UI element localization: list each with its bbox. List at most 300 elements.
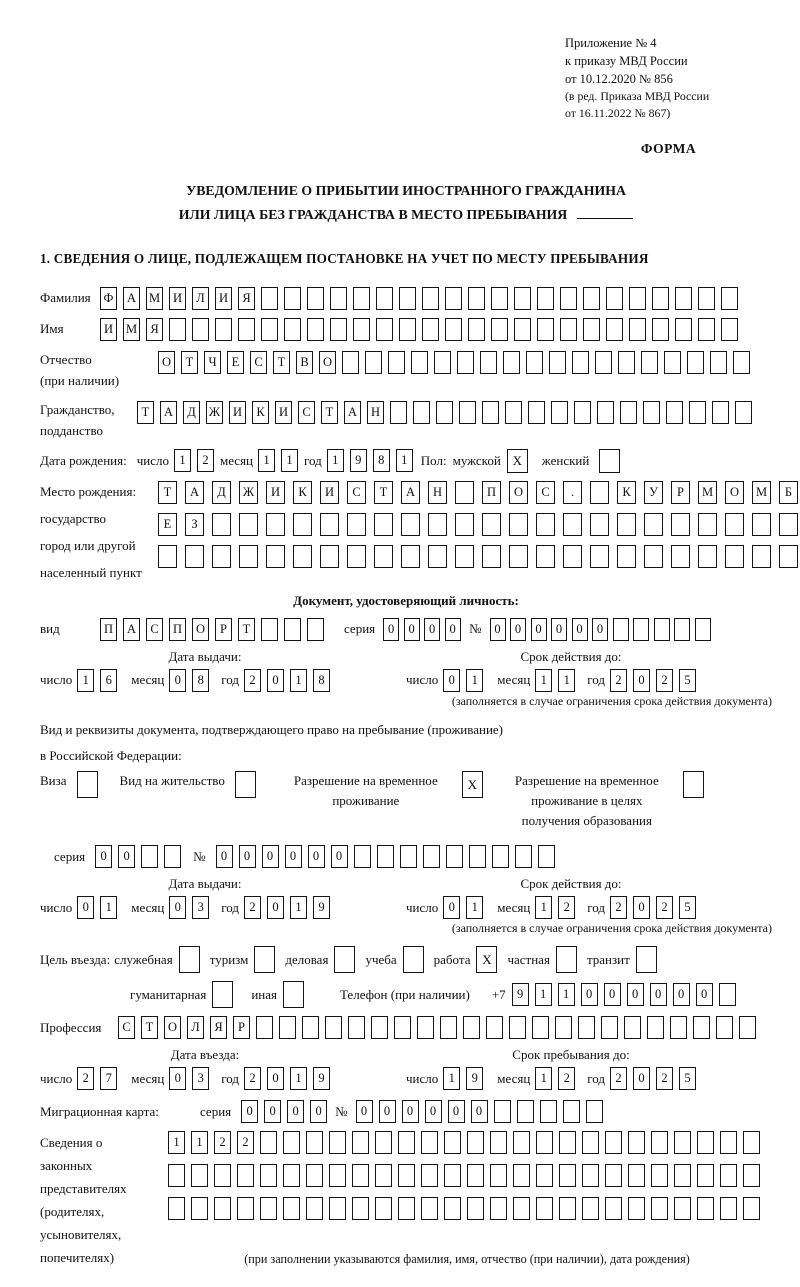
char-cell[interactable]	[467, 1131, 484, 1154]
char-cell[interactable]: 0	[448, 1100, 465, 1123]
char-cell[interactable]	[515, 845, 532, 868]
char-cell[interactable]: Я	[146, 318, 163, 341]
char-cell[interactable]: 0	[264, 1100, 281, 1123]
char-cell[interactable]: Т	[321, 401, 338, 424]
char-cell[interactable]	[647, 1016, 664, 1039]
char-cell[interactable]: 8	[313, 669, 330, 692]
char-cell[interactable]	[716, 1016, 733, 1039]
char-cell[interactable]: Т	[141, 1016, 158, 1039]
char-cell[interactable]	[628, 1164, 645, 1187]
char-cell[interactable]: А	[123, 287, 140, 310]
char-cell[interactable]	[536, 1164, 553, 1187]
visa-checkbox[interactable]	[77, 771, 98, 798]
char-cell[interactable]: И	[100, 318, 117, 341]
char-cell[interactable]	[605, 1197, 622, 1220]
char-cell[interactable]	[261, 318, 278, 341]
char-cell[interactable]: 9	[512, 983, 529, 1006]
char-cell[interactable]	[455, 545, 474, 568]
char-cell[interactable]	[743, 1131, 760, 1154]
char-cell[interactable]	[620, 401, 637, 424]
char-cell[interactable]	[675, 318, 692, 341]
char-cell[interactable]	[559, 1164, 576, 1187]
char-cell[interactable]: 5	[679, 896, 696, 919]
char-cell[interactable]	[618, 351, 635, 374]
char-cell[interactable]	[376, 287, 393, 310]
char-cell[interactable]	[399, 287, 416, 310]
char-cell[interactable]	[654, 618, 670, 641]
char-cell[interactable]: О	[725, 481, 744, 504]
char-cell[interactable]: Б	[779, 481, 798, 504]
purpose-humanitarian-checkbox[interactable]	[212, 981, 233, 1008]
char-cell[interactable]	[436, 401, 453, 424]
char-cell[interactable]	[353, 318, 370, 341]
purpose-business-checkbox[interactable]	[334, 946, 355, 973]
char-cell[interactable]: 2	[197, 449, 214, 472]
char-cell[interactable]	[563, 545, 582, 568]
char-cell[interactable]	[445, 287, 462, 310]
char-cell[interactable]	[629, 318, 646, 341]
char-cell[interactable]: 0	[267, 1067, 284, 1090]
gender-female-checkbox[interactable]	[599, 449, 620, 473]
char-cell[interactable]	[652, 287, 669, 310]
char-cell[interactable]: 2	[656, 896, 673, 919]
char-cell[interactable]	[563, 513, 582, 536]
char-cell[interactable]	[517, 1100, 534, 1123]
char-cell[interactable]	[468, 318, 485, 341]
char-cell[interactable]	[670, 1016, 687, 1039]
char-cell[interactable]: И	[320, 481, 339, 504]
char-cell[interactable]: Ж	[239, 481, 258, 504]
char-cell[interactable]	[629, 287, 646, 310]
char-cell[interactable]: 2	[244, 1067, 261, 1090]
char-cell[interactable]	[399, 318, 416, 341]
char-cell[interactable]	[445, 318, 462, 341]
char-cell[interactable]: 1	[281, 449, 298, 472]
char-cell[interactable]	[347, 545, 366, 568]
gender-male-checkbox[interactable]: X	[507, 449, 528, 473]
char-cell[interactable]	[401, 513, 420, 536]
char-cell[interactable]: У	[644, 481, 663, 504]
char-cell[interactable]	[698, 545, 717, 568]
char-cell[interactable]	[455, 513, 474, 536]
char-cell[interactable]	[212, 545, 231, 568]
char-cell[interactable]	[266, 513, 285, 536]
char-cell[interactable]: .	[563, 481, 582, 504]
char-cell[interactable]	[720, 1197, 737, 1220]
char-cell[interactable]	[376, 318, 393, 341]
char-cell[interactable]	[330, 287, 347, 310]
char-cell[interactable]	[675, 287, 692, 310]
char-cell[interactable]	[503, 351, 520, 374]
char-cell[interactable]: 5	[679, 1067, 696, 1090]
char-cell[interactable]: И	[229, 401, 246, 424]
char-cell[interactable]: 1	[77, 669, 94, 692]
char-cell[interactable]	[421, 1197, 438, 1220]
char-cell[interactable]	[164, 845, 181, 868]
char-cell[interactable]: 1	[558, 983, 575, 1006]
char-cell[interactable]	[513, 1131, 530, 1154]
char-cell[interactable]	[457, 351, 474, 374]
char-cell[interactable]: 3	[192, 896, 209, 919]
char-cell[interactable]: 0	[490, 618, 506, 641]
char-cell[interactable]	[641, 351, 658, 374]
char-cell[interactable]: 0	[287, 1100, 304, 1123]
char-cell[interactable]: Т	[181, 351, 198, 374]
char-cell[interactable]: П	[100, 618, 117, 641]
char-cell[interactable]: Л	[192, 287, 209, 310]
char-cell[interactable]	[666, 401, 683, 424]
char-cell[interactable]: 1	[174, 449, 191, 472]
char-cell[interactable]: 1	[290, 669, 307, 692]
char-cell[interactable]	[651, 1197, 668, 1220]
char-cell[interactable]	[320, 513, 339, 536]
char-cell[interactable]	[494, 1100, 511, 1123]
char-cell[interactable]	[329, 1164, 346, 1187]
char-cell[interactable]: 3	[192, 1067, 209, 1090]
char-cell[interactable]: 0	[169, 669, 186, 692]
char-cell[interactable]: И	[169, 287, 186, 310]
char-cell[interactable]: Ч	[204, 351, 221, 374]
char-cell[interactable]	[617, 513, 636, 536]
char-cell[interactable]	[413, 401, 430, 424]
char-cell[interactable]	[342, 351, 359, 374]
char-cell[interactable]	[721, 287, 738, 310]
char-cell[interactable]	[463, 1016, 480, 1039]
char-cell[interactable]	[293, 545, 312, 568]
char-cell[interactable]	[710, 351, 727, 374]
char-cell[interactable]	[582, 1164, 599, 1187]
char-cell[interactable]	[528, 401, 545, 424]
char-cell[interactable]: 1	[535, 896, 552, 919]
char-cell[interactable]	[574, 401, 591, 424]
temp-residence-checkbox[interactable]: X	[462, 771, 483, 798]
char-cell[interactable]: В	[296, 351, 313, 374]
char-cell[interactable]	[398, 1164, 415, 1187]
char-cell[interactable]: Е	[227, 351, 244, 374]
char-cell[interactable]: И	[266, 481, 285, 504]
char-cell[interactable]	[306, 1164, 323, 1187]
purpose-study-checkbox[interactable]	[403, 946, 424, 973]
purpose-private-checkbox[interactable]	[556, 946, 577, 973]
char-cell[interactable]	[509, 545, 528, 568]
char-cell[interactable]	[560, 287, 577, 310]
char-cell[interactable]: Т	[238, 618, 255, 641]
char-cell[interactable]	[411, 351, 428, 374]
purpose-work-checkbox[interactable]: X	[476, 946, 497, 973]
char-cell[interactable]	[417, 1016, 434, 1039]
char-cell[interactable]: Я	[238, 287, 255, 310]
char-cell[interactable]: 1	[258, 449, 275, 472]
char-cell[interactable]	[320, 545, 339, 568]
char-cell[interactable]	[687, 351, 704, 374]
char-cell[interactable]	[595, 351, 612, 374]
char-cell[interactable]	[352, 1131, 369, 1154]
char-cell[interactable]: 0	[169, 896, 186, 919]
char-cell[interactable]	[365, 351, 382, 374]
char-cell[interactable]	[459, 401, 476, 424]
char-cell[interactable]	[537, 318, 554, 341]
char-cell[interactable]	[752, 545, 771, 568]
char-cell[interactable]	[697, 1197, 714, 1220]
char-cell[interactable]	[398, 1197, 415, 1220]
char-cell[interactable]	[628, 1131, 645, 1154]
char-cell[interactable]	[490, 1131, 507, 1154]
char-cell[interactable]	[375, 1131, 392, 1154]
char-cell[interactable]: Я	[210, 1016, 227, 1039]
char-cell[interactable]	[428, 545, 447, 568]
char-cell[interactable]: 9	[313, 896, 330, 919]
char-cell[interactable]: П	[482, 481, 501, 504]
char-cell[interactable]	[719, 983, 736, 1006]
char-cell[interactable]	[651, 1164, 668, 1187]
char-cell[interactable]	[582, 1197, 599, 1220]
char-cell[interactable]	[374, 513, 393, 536]
char-cell[interactable]	[712, 401, 729, 424]
char-cell[interactable]	[394, 1016, 411, 1039]
char-cell[interactable]	[388, 351, 405, 374]
char-cell[interactable]	[192, 318, 209, 341]
char-cell[interactable]: А	[123, 618, 140, 641]
char-cell[interactable]: 0	[239, 845, 256, 868]
char-cell[interactable]	[606, 287, 623, 310]
char-cell[interactable]	[605, 1164, 622, 1187]
char-cell[interactable]	[492, 845, 509, 868]
char-cell[interactable]	[613, 618, 629, 641]
char-cell[interactable]	[628, 1197, 645, 1220]
char-cell[interactable]: Д	[183, 401, 200, 424]
char-cell[interactable]	[421, 1164, 438, 1187]
char-cell[interactable]	[325, 1016, 342, 1039]
purpose-tourism-checkbox[interactable]	[254, 946, 275, 973]
char-cell[interactable]	[721, 318, 738, 341]
char-cell[interactable]: 1	[168, 1131, 185, 1154]
char-cell[interactable]	[329, 1131, 346, 1154]
char-cell[interactable]	[482, 545, 501, 568]
char-cell[interactable]: С	[298, 401, 315, 424]
char-cell[interactable]: 7	[100, 1067, 117, 1090]
char-cell[interactable]: 0	[262, 845, 279, 868]
char-cell[interactable]: Д	[212, 481, 231, 504]
char-cell[interactable]	[536, 1131, 553, 1154]
char-cell[interactable]	[779, 545, 798, 568]
char-cell[interactable]	[693, 1016, 710, 1039]
char-cell[interactable]	[374, 545, 393, 568]
char-cell[interactable]: 9	[466, 1067, 483, 1090]
char-cell[interactable]	[283, 1131, 300, 1154]
char-cell[interactable]	[725, 513, 744, 536]
char-cell[interactable]	[572, 351, 589, 374]
char-cell[interactable]	[514, 318, 531, 341]
char-cell[interactable]: 1	[535, 1067, 552, 1090]
char-cell[interactable]	[467, 1164, 484, 1187]
char-cell[interactable]: 0	[443, 896, 460, 919]
char-cell[interactable]: П	[169, 618, 186, 641]
char-cell[interactable]: 0	[633, 669, 650, 692]
char-cell[interactable]: 0	[383, 618, 399, 641]
purpose-other-checkbox[interactable]	[283, 981, 304, 1008]
char-cell[interactable]: 0	[267, 669, 284, 692]
char-cell[interactable]	[444, 1131, 461, 1154]
char-cell[interactable]	[695, 618, 711, 641]
char-cell[interactable]: О	[192, 618, 209, 641]
char-cell[interactable]: 2	[237, 1131, 254, 1154]
residence-permit-checkbox[interactable]	[235, 771, 256, 798]
char-cell[interactable]	[586, 1100, 603, 1123]
char-cell[interactable]	[644, 513, 663, 536]
char-cell[interactable]	[671, 545, 690, 568]
char-cell[interactable]: 0	[169, 1067, 186, 1090]
char-cell[interactable]	[536, 1197, 553, 1220]
char-cell[interactable]: 0	[551, 618, 567, 641]
char-cell[interactable]	[307, 287, 324, 310]
char-cell[interactable]	[212, 513, 231, 536]
char-cell[interactable]: 9	[350, 449, 367, 472]
char-cell[interactable]	[536, 545, 555, 568]
char-cell[interactable]	[643, 401, 660, 424]
char-cell[interactable]	[590, 545, 609, 568]
char-cell[interactable]: 1	[290, 1067, 307, 1090]
char-cell[interactable]: К	[252, 401, 269, 424]
char-cell[interactable]	[697, 1131, 714, 1154]
char-cell[interactable]	[141, 845, 158, 868]
char-cell[interactable]: 0	[673, 983, 690, 1006]
char-cell[interactable]	[444, 1164, 461, 1187]
char-cell[interactable]	[509, 513, 528, 536]
char-cell[interactable]: Т	[374, 481, 393, 504]
char-cell[interactable]	[560, 318, 577, 341]
char-cell[interactable]	[422, 318, 439, 341]
char-cell[interactable]: М	[123, 318, 140, 341]
char-cell[interactable]: 1	[535, 669, 552, 692]
char-cell[interactable]	[482, 513, 501, 536]
char-cell[interactable]	[537, 287, 554, 310]
char-cell[interactable]	[559, 1131, 576, 1154]
char-cell[interactable]: 6	[100, 669, 117, 692]
char-cell[interactable]: Р	[671, 481, 690, 504]
char-cell[interactable]	[469, 845, 486, 868]
char-cell[interactable]: О	[509, 481, 528, 504]
char-cell[interactable]	[377, 845, 394, 868]
char-cell[interactable]	[398, 1131, 415, 1154]
char-cell[interactable]	[237, 1164, 254, 1187]
char-cell[interactable]: 1	[443, 1067, 460, 1090]
char-cell[interactable]	[486, 1016, 503, 1039]
char-cell[interactable]	[239, 545, 258, 568]
char-cell[interactable]	[490, 1197, 507, 1220]
char-cell[interactable]: 9	[313, 1067, 330, 1090]
char-cell[interactable]: 0	[402, 1100, 419, 1123]
char-cell[interactable]	[549, 351, 566, 374]
char-cell[interactable]	[444, 1197, 461, 1220]
char-cell[interactable]	[514, 287, 531, 310]
char-cell[interactable]	[400, 845, 417, 868]
char-cell[interactable]: 1	[535, 983, 552, 1006]
char-cell[interactable]: 2	[558, 1067, 575, 1090]
char-cell[interactable]: 0	[572, 618, 588, 641]
char-cell[interactable]: 2	[558, 896, 575, 919]
char-cell[interactable]	[652, 318, 669, 341]
char-cell[interactable]	[735, 401, 752, 424]
char-cell[interactable]	[354, 845, 371, 868]
char-cell[interactable]: 2	[244, 669, 261, 692]
char-cell[interactable]: 5	[679, 669, 696, 692]
char-cell[interactable]	[671, 513, 690, 536]
char-cell[interactable]: 0	[356, 1100, 373, 1123]
char-cell[interactable]: Р	[233, 1016, 250, 1039]
char-cell[interactable]: О	[158, 351, 175, 374]
char-cell[interactable]: 0	[471, 1100, 488, 1123]
char-cell[interactable]: С	[250, 351, 267, 374]
char-cell[interactable]: 0	[627, 983, 644, 1006]
char-cell[interactable]: 2	[244, 896, 261, 919]
char-cell[interactable]	[601, 1016, 618, 1039]
char-cell[interactable]	[779, 513, 798, 536]
char-cell[interactable]: Е	[158, 513, 177, 536]
char-cell[interactable]	[720, 1164, 737, 1187]
char-cell[interactable]	[191, 1197, 208, 1220]
char-cell[interactable]	[375, 1197, 392, 1220]
char-cell[interactable]: 1	[466, 669, 483, 692]
char-cell[interactable]	[674, 1164, 691, 1187]
char-cell[interactable]	[215, 318, 232, 341]
char-cell[interactable]	[536, 513, 555, 536]
char-cell[interactable]	[583, 318, 600, 341]
char-cell[interactable]	[347, 513, 366, 536]
char-cell[interactable]	[330, 318, 347, 341]
char-cell[interactable]: 2	[610, 669, 627, 692]
char-cell[interactable]	[582, 1131, 599, 1154]
char-cell[interactable]: М	[752, 481, 771, 504]
char-cell[interactable]: А	[401, 481, 420, 504]
char-cell[interactable]	[375, 1164, 392, 1187]
char-cell[interactable]: 2	[214, 1131, 231, 1154]
char-cell[interactable]: 0	[633, 1067, 650, 1090]
char-cell[interactable]	[743, 1164, 760, 1187]
char-cell[interactable]: 8	[373, 449, 390, 472]
char-cell[interactable]	[644, 545, 663, 568]
char-cell[interactable]	[480, 351, 497, 374]
char-cell[interactable]	[283, 1164, 300, 1187]
char-cell[interactable]: Т	[158, 481, 177, 504]
char-cell[interactable]	[390, 401, 407, 424]
char-cell[interactable]: Ж	[206, 401, 223, 424]
char-cell[interactable]	[617, 545, 636, 568]
char-cell[interactable]: А	[160, 401, 177, 424]
char-cell[interactable]: 0	[592, 618, 608, 641]
char-cell[interactable]	[482, 401, 499, 424]
char-cell[interactable]: 1	[327, 449, 344, 472]
char-cell[interactable]: 0	[267, 896, 284, 919]
char-cell[interactable]	[720, 1131, 737, 1154]
char-cell[interactable]: М	[146, 287, 163, 310]
char-cell[interactable]	[743, 1197, 760, 1220]
char-cell[interactable]	[733, 351, 750, 374]
char-cell[interactable]: 0	[77, 896, 94, 919]
char-cell[interactable]: 0	[633, 896, 650, 919]
char-cell[interactable]	[261, 618, 278, 641]
char-cell[interactable]	[605, 1131, 622, 1154]
char-cell[interactable]	[538, 845, 555, 868]
char-cell[interactable]	[689, 401, 706, 424]
char-cell[interactable]	[590, 513, 609, 536]
char-cell[interactable]	[559, 1197, 576, 1220]
char-cell[interactable]: К	[617, 481, 636, 504]
char-cell[interactable]	[422, 287, 439, 310]
char-cell[interactable]	[752, 513, 771, 536]
char-cell[interactable]: А	[185, 481, 204, 504]
char-cell[interactable]: 1	[191, 1131, 208, 1154]
char-cell[interactable]	[624, 1016, 641, 1039]
